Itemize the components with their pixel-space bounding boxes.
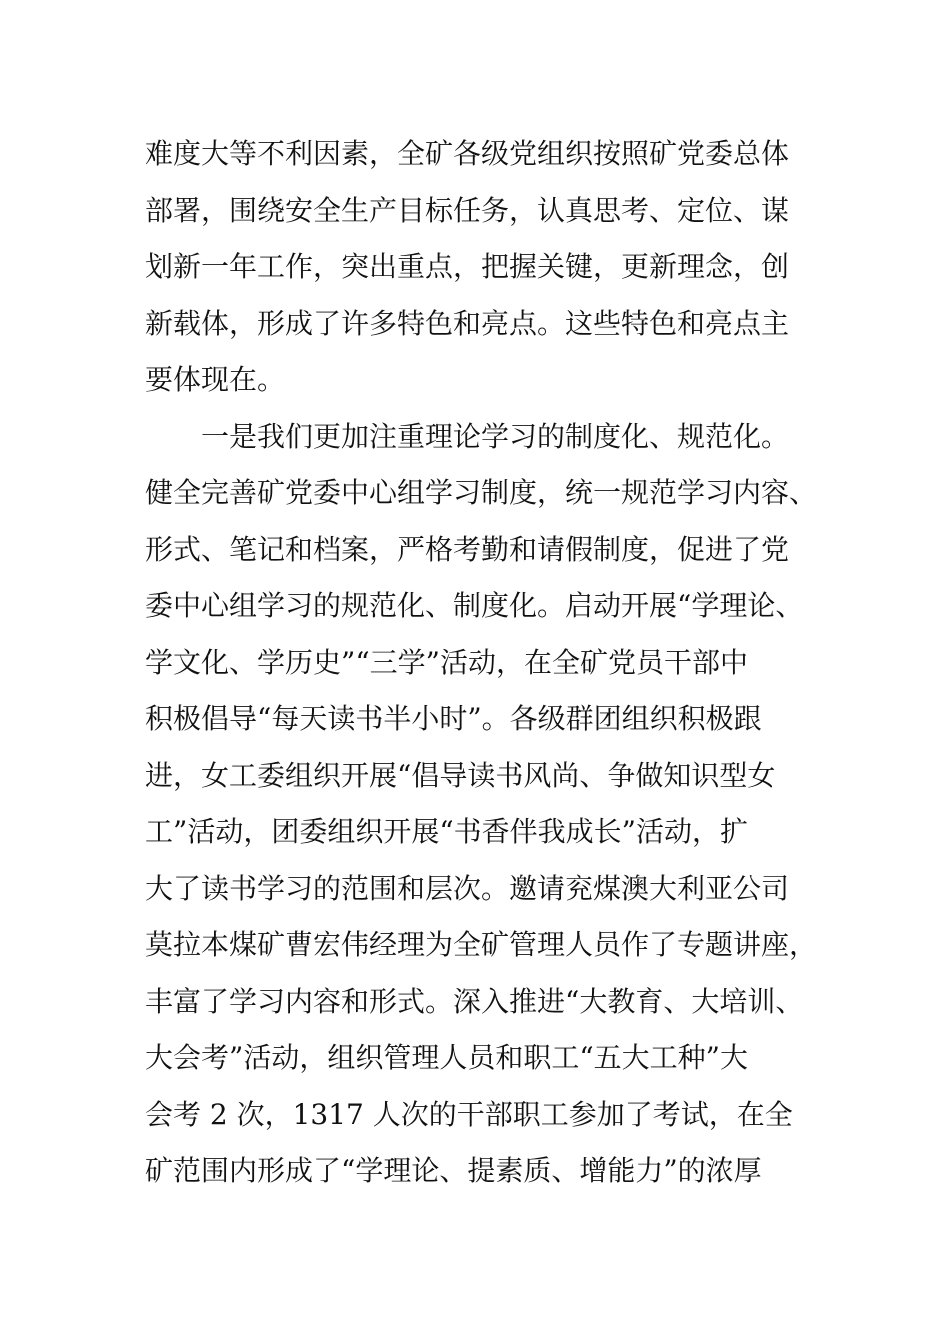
text-line: 会考 2 次，1317 人次的干部职工参加了考试，在全	[145, 1097, 793, 1131]
text-line: 大会考”活动，组织管理人员和职工“五大工种”大	[145, 1041, 748, 1074]
text-line: 学文化、学历史”“三学”活动，在全矿党员干部中	[145, 645, 748, 679]
text-line: 矿范围内形成了“学理论、提素质、增能力”的浓厚	[145, 1154, 762, 1187]
text-line: 莫拉本煤矿曹宏伟经理为全矿管理人员作了专题讲座，	[145, 928, 818, 961]
paragraph-first-line: 一是我们更加注重理论学习的制度化、规范化。	[201, 419, 790, 453]
text-line: 要体现在。	[145, 363, 286, 396]
text-line: 工”活动，团委组织开展“书香伴我成长”活动，扩	[145, 815, 748, 848]
text-line: 形式、笔记和档案，严格考勤和请假制度，促进了党	[145, 532, 790, 566]
body-text	[145, 126, 835, 1200]
text-line: 划新一年工作，突出重点，把握关键，更新理念，创	[145, 250, 790, 283]
text-line: 积极倡导“每天读书半小时”。各级群团组织积极跟	[145, 702, 762, 735]
text-line: 难度大等不利因素，全矿各级党组织按照矿党委总体	[145, 137, 790, 170]
text-line: 新载体，形成了许多特色和亮点。这些特色和亮点主	[145, 306, 790, 340]
text-line: 进，女工委组织开展“倡导读书风尚、争做知识型女	[145, 758, 776, 792]
text-line: 健全完善矿党委中心组学习制度，统一规范学习内容、	[145, 476, 818, 509]
text-line: 部署，围绕安全生产目标任务，认真思考、定位、谋	[145, 193, 790, 227]
text-line: 大了读书学习的范围和层次。邀请兖煤澳大利亚公司	[145, 871, 790, 905]
text-line: 丰富了学习内容和形式。深入推进“大教育、大培训、	[145, 984, 804, 1018]
text-line: 委中心组学习的规范化、制度化。启动开展“学理论、	[145, 589, 804, 622]
